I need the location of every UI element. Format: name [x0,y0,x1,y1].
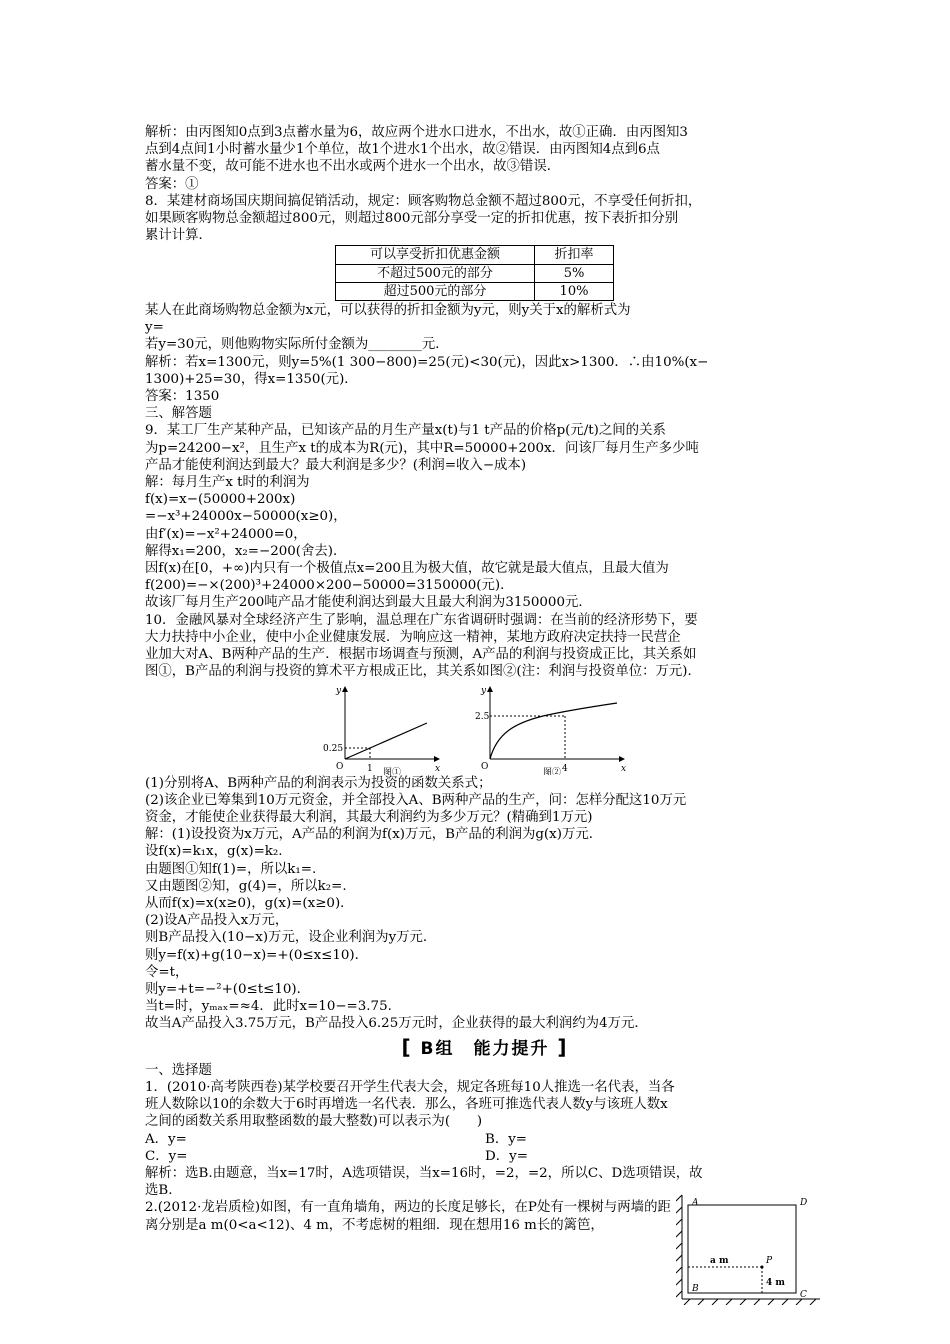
text-line: 设f(x)=k₁x，g(x)=k₂. [145,844,283,860]
text-line: =−x³+24000x−50000(x≥0)， [145,509,347,525]
hatch [810,1299,816,1305]
document-page [145,124,825,1234]
hatch [754,1299,760,1305]
text-line: 9．某工厂生产某种产品，已知该产品的月生产量x(t)与1 t产品的价格p(元/t)之间的关系 [145,423,666,439]
text-line: 则y=+t=−²+(0≤t≤10)． [145,981,311,997]
arrow-right-icon [619,756,625,762]
text-line: 又由题图②知，g(4)=，所以k₂=. [145,878,347,894]
hatch [740,1299,746,1305]
option-c: C．y= [145,1148,188,1164]
text-line: 三、解答题 [145,406,212,422]
text-line: 解析：由丙图知0点到3点蓄水量为6，故应两个进水口进水，不出水，故①正确．由丙图知3 [145,125,688,140]
options-row [145,1148,825,1165]
axis-label: y [336,685,342,696]
hatch [712,1299,718,1305]
text-line: 解：(1)设投资为x万元，A产品的利润为f(x)万元，B产品的利润为g(x)万元． [145,827,603,843]
sqrt-curve [490,703,617,759]
hatch [698,1299,704,1305]
text-line: 若y=30元，则他购物实际所付金额为________元． [145,337,449,353]
text-line: 解析：若x=1300元，则y=5%(1 300−800)=25(元)<30(元)，因此x>1300．∴由10%(x− [145,354,709,370]
text-line: 答案：① [145,176,199,192]
tick-label: 2.5 [475,711,490,722]
table-row [336,282,614,300]
hatch [768,1299,774,1305]
text-line: 2.(2012·龙岩质检)如图，有一直角墙角，两边的长度足够长，在P处有一棵树与两墙的距 [145,1200,671,1216]
section-mid [145,302,825,680]
text-line: 由题图①知f(1)=，所以k₁=. [145,861,317,877]
hatch [676,1207,682,1213]
text-line: 点到4点间1小时蓄水量少1个单位，故1个进水1个出水，故②错误．由丙图知4点到6点 [145,142,660,158]
text-line: f(x)=x−(50000+200x) [145,492,296,508]
text-line: 8．某建材商场国庆期间搞促销活动，规定：顾客购物总金额不超过800元，不享受任何折扣， [145,193,702,209]
hatch [676,1219,682,1225]
hatch [676,1267,682,1273]
table-header-cell: 折扣率 [535,246,614,264]
options-row [145,1131,825,1148]
hatch [676,1291,682,1297]
option-b: B．y= [485,1131,528,1147]
figure-2 [475,686,626,775]
text-line: y= [145,320,164,336]
text-line: 1．(2010·高考陕西卷)某学校要召开学生代表大会，规定各班每10人推选一名代表，当各 [145,1079,675,1095]
hatch [782,1299,788,1305]
text-line: 由f′(x)=−x²+24000=0， [145,526,307,542]
table-cell: 超过500元的部分 [336,282,535,300]
tick-label: 4 [562,763,568,774]
distance-label: 4 m [766,1278,785,1288]
text-line: 资金，才能使企业获得最大利润，其最大利润约为多少万元？(精确到1万元) [145,809,593,825]
hatch [726,1299,732,1305]
text-line: 解：每月生产x t时的利润为 [145,475,310,491]
section-bottom [145,775,825,1033]
origin-label: O [336,761,344,772]
point-label: C [800,1290,807,1300]
axis-label: x [435,763,441,774]
hatch [676,1255,682,1261]
axis-label: x [621,763,627,774]
discount-table [335,245,614,301]
text-line: 解得x₁=200，x₂=−200(舍去)． [145,543,347,559]
tick-label: 0.25 [323,743,344,754]
text-line: f(200)=−×(200)³+24000×200−50000=3150000(元)． [145,578,514,594]
text-line: 令=t， [145,964,189,980]
text-line: 累计计算． [145,228,212,244]
hatch [676,1195,682,1201]
text-line: 1300)+25=30，得x=1350(元)． [145,371,358,387]
banner-bracket: [ [401,1034,413,1059]
text-line: 当t=时，yₘₐₓ=≈4．此时x=10−=3.75. [145,999,392,1015]
axis-label: y [481,685,487,696]
text-line: (2)设A产品投入x万元， [145,913,289,929]
corner-figure [676,1193,826,1305]
distance-label: a m [710,1256,729,1266]
tick-label: 1 [367,763,373,774]
text-line: 则y=f(x)+g(10−x)=+(0≤x≤10)． [145,947,369,963]
hatch [676,1231,682,1237]
text-line: 10．金融风暴对全球经济产生了影响，温总理在广东省调研时强调：在当前的经济形势下，要 [145,612,698,628]
text-line: 如果顾客购物总金额超过800元，则超过800元部分享受一定的折扣优惠，按下表折扣分别 [145,211,679,227]
banner-label: B组 能力提升 [420,1038,550,1059]
line-curve [345,723,427,759]
text-line: 业加大对A、B两种产品的生产．根据市场调查与预测，A产品的利润与投资成正比，其关系如 [145,647,697,663]
text-line: 某人在此商场购物总金额为x元，可以获得的折扣金额为y元，则y关于x的解析式为 [145,303,631,319]
table-row [336,264,614,282]
arrow-up-icon [342,686,348,692]
figures-row [145,683,825,775]
text-line: 为p=24200−x²，且生产x t的成本为R(元)，其中R=50000+200x．问该厂每月生产多少吨 [145,440,699,456]
arrow-right-icon [434,756,440,762]
table-header-cell: 可以享受折扣优惠金额 [336,246,535,264]
text-line: 大力扶持中小企业，使中小企业健康发展．为响应这一精神，某地方政府决定扶持一民营企 [145,629,681,645]
text-line: 选B. [145,1183,173,1199]
text-line: 因f(x)在[0，+∞)内只有一个极值点x=200且为极大值，故它就是最大值点，且最大值为 [145,561,669,577]
figure-1 [323,686,440,775]
table-cell: 10% [535,282,614,300]
option-d: D．y= [485,1148,528,1164]
option-a: A．y= [145,1131,187,1147]
text-line: (1)分别将A、B两种产品的利润表示为投资的函数关系式； [145,775,492,791]
table-cell: 不超过500元的部分 [336,264,535,282]
tree-point [761,1266,764,1269]
text-line: 故该厂每月生产200吨产品才能使利润达到最大且最大利润为3150000元． [145,595,592,611]
hatch [676,1279,682,1285]
table-cell: 5% [535,264,614,282]
text-line: 答案：1350 [145,389,220,405]
text-line: 之间的函数关系用取整函数的最大整数)可以表示为( ) [145,1114,483,1130]
text-line: 班人数除以10的余数大于6时再增选一名代表．那么，各班可推选代表人数y与该班人数x [145,1097,668,1113]
arrow-up-icon [487,686,493,692]
section-banner [145,1034,825,1059]
figures-svg [145,683,825,775]
text-line: 则B产品投入(10−x)万元，设企业利润为y万元． [145,930,437,946]
text-line: (2)该企业已筹集到10万元资金，并全部投入A、B两种产品的生产，问：怎样分配这10万元 [145,792,687,808]
text-line: 离分别是a m(0<a<12)、4 m，不考虑树的粗细．现在想用16 m长的篱笆， [145,1217,604,1233]
text-line: 一、选择题 [145,1062,212,1078]
text-line: 图①，B产品的利润与投资的算术平方根成正比，其关系如图②(注：利润与投资单位：万元)． [145,664,701,680]
hatch [684,1299,690,1305]
text-line: 解析：选B.由题意，当x=17时，A选项错误，当x=16时，=2，=2，所以C、D选项错误，故 [145,1165,703,1181]
hatch [676,1243,682,1249]
point-label: P [766,1256,773,1266]
section-top [145,124,825,244]
text-line: 产品才能使利润达到最大？最大利润是多少？(利润=收入−成本) [145,457,527,473]
figure-caption: 图① [383,767,402,775]
point-label: A [692,1198,699,1208]
banner-bracket: ] [557,1034,569,1059]
text-line: 故当A产品投入3.75万元，B产品投入6.25万元时，企业获得的最大利润约为4万元． [145,1016,648,1032]
text-line: 从而f(x)=x(x≥0)，g(x)=(x≥0)． [145,895,354,911]
text-line: 蓄水量不变，故可能不进水也不出水或两个进水一个出水，故③错误． [145,159,561,175]
point-label: D [800,1198,808,1208]
table-header-row [336,246,614,264]
figure-caption: 图② [543,767,562,775]
point-label: B [692,1284,699,1294]
origin-label: O [481,761,489,772]
